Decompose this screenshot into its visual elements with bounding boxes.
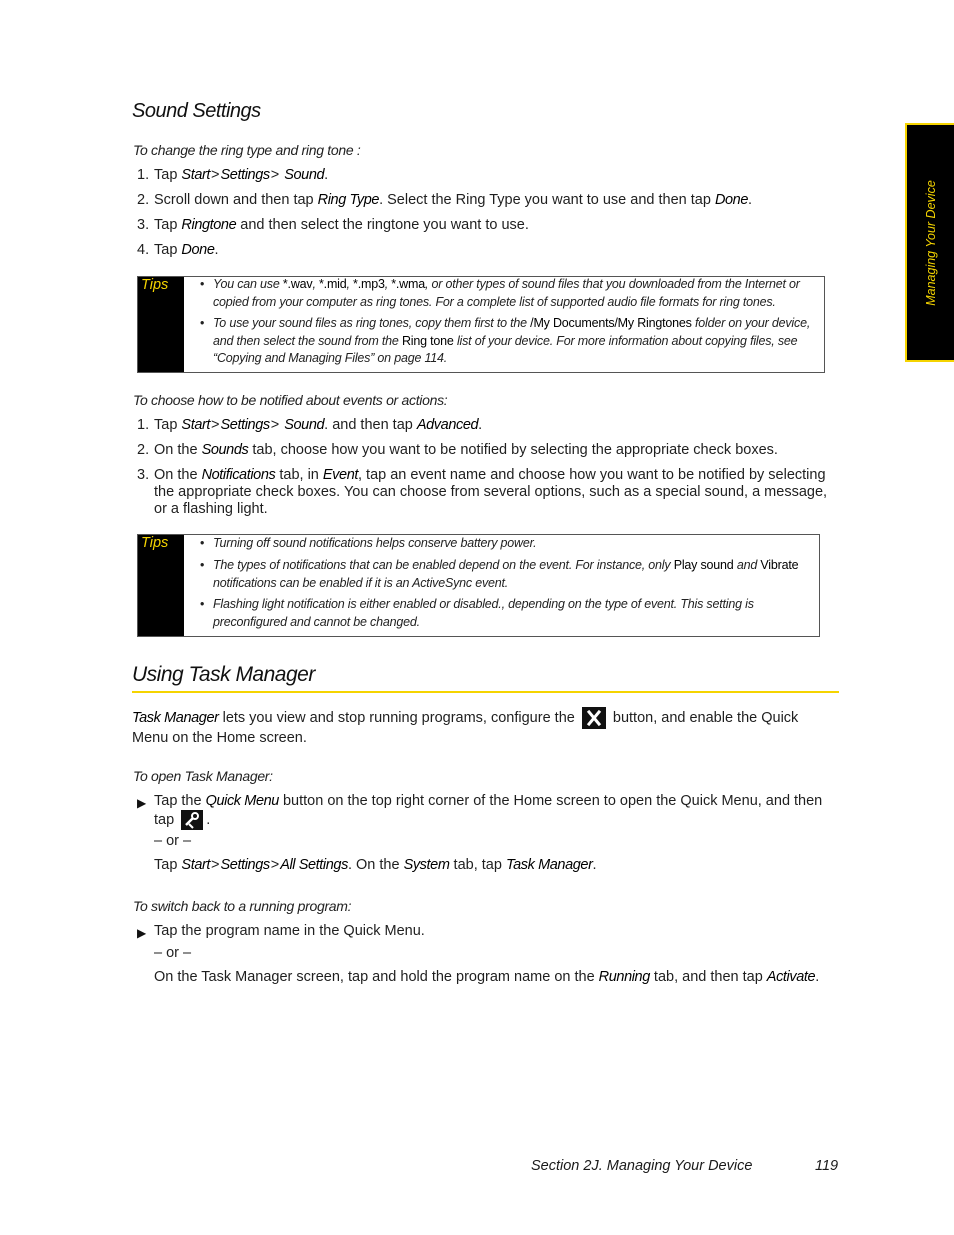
tip-item: • Turning off sound notifications helps conserve battery power. bbox=[200, 536, 537, 550]
instruction-open: Tap the Quick Menu button on the top right corner of the Home screen to open the Quick Menu, and then tap . bbox=[154, 793, 838, 830]
tips-label: Tips bbox=[141, 535, 169, 551]
procedure-heading-open: To open Task Manager: bbox=[133, 768, 273, 784]
step-text: Tap Ringtone and then select the ringtone you want to use. bbox=[154, 217, 529, 233]
side-tab-label: Managing Your Device bbox=[923, 179, 938, 306]
step-text: Scroll down and then tap Ring Type. Select the Ring Type you want to use and then tap Done. bbox=[154, 192, 753, 208]
section-title-task-manager: Using Task Manager bbox=[132, 663, 315, 686]
instruction-switch: Tap the program name in the Quick Menu. bbox=[154, 923, 425, 939]
instruction-open-alt: Tap Start>Settings>All Settings. On the System tab, tap Task Manager. bbox=[154, 857, 597, 873]
section-side-tab bbox=[905, 123, 954, 362]
wrench-settings-icon bbox=[181, 810, 203, 830]
section-title-sound-settings: Sound Settings bbox=[132, 100, 261, 122]
step-number: 3. bbox=[137, 217, 150, 233]
procedure-heading-ring: To change the ring type and ring tone : bbox=[133, 142, 361, 158]
procedure-heading-notify: To choose how to be notified about events or actions: bbox=[133, 392, 448, 408]
tip-item: • Flashing light notification is either enabled or disabled., depending on the type of event. This setting is preconfigured and cannot be changed. bbox=[200, 597, 754, 629]
step-text: Tap Done. bbox=[154, 242, 219, 258]
step-number: 3. bbox=[137, 467, 150, 483]
page-number: 119 bbox=[815, 1158, 839, 1174]
step-number: 1. bbox=[137, 417, 150, 433]
arrow-bullet-icon: ▶ bbox=[137, 926, 147, 940]
close-x-icon bbox=[582, 707, 606, 729]
instruction-switch-alt: On the Task Manager screen, tap and hold the program name on the Running tab, and then tap Activate. bbox=[154, 969, 820, 985]
or-separator: – or – bbox=[154, 833, 192, 849]
tip-item: • The types of notifications that can be enabled depend on the event. For instance, only Play sound and Vibrate notifications can be enabled if it is an ActiveSync event. bbox=[200, 558, 799, 590]
step-number: 1. bbox=[137, 167, 150, 183]
step-text: Tap Start>Settings> Sound. and then tap Advanced. bbox=[154, 417, 483, 433]
or-separator: – or – bbox=[154, 945, 192, 961]
step-number: 4. bbox=[137, 242, 150, 258]
step-number: 2. bbox=[137, 192, 150, 208]
step-text: On the Sounds tab, choose how you want to be notified by selecting the appropriate check boxes. bbox=[154, 442, 778, 458]
intro-paragraph: Task Manager lets you view and stop running programs, configure the button, and enable the Quick Menu on the Home screen. bbox=[132, 707, 832, 748]
tips-box bbox=[137, 534, 820, 637]
arrow-bullet-icon: ▶ bbox=[137, 796, 147, 810]
footer-section: Section 2J. Managing Your Device bbox=[531, 1158, 753, 1174]
step-text: On the Notifications tab, in Event, tap an event name and choose how you want to be notified by selecting the appropriate check boxes. You can choose from several options, such as a special sound, a message, or a flashing light. bbox=[154, 467, 828, 517]
tips-box bbox=[137, 276, 825, 373]
tips-label: Tips bbox=[141, 277, 169, 293]
step-number: 2. bbox=[137, 442, 150, 458]
tip-item: • You can use *.wav, *.mid, *.mp3, *.wma, or other types of sound files that you downloaded from the Internet or copied from your computer as ring tones. For a complete list of supported audio file formats for ring tones. bbox=[200, 277, 800, 309]
tip-item: • To use your sound files as ring tones, copy them first to the /My Documents/My Ringtones folder on your device, and then select the sound from the Ring tone list of your device. For more information about copying files, see “Copying and Managing Files” on page 114. bbox=[200, 316, 811, 365]
heading-rule bbox=[132, 691, 839, 693]
procedure-heading-switch: To switch back to a running program: bbox=[133, 898, 352, 914]
step-text: Tap Start>Settings> Sound. bbox=[154, 167, 329, 183]
